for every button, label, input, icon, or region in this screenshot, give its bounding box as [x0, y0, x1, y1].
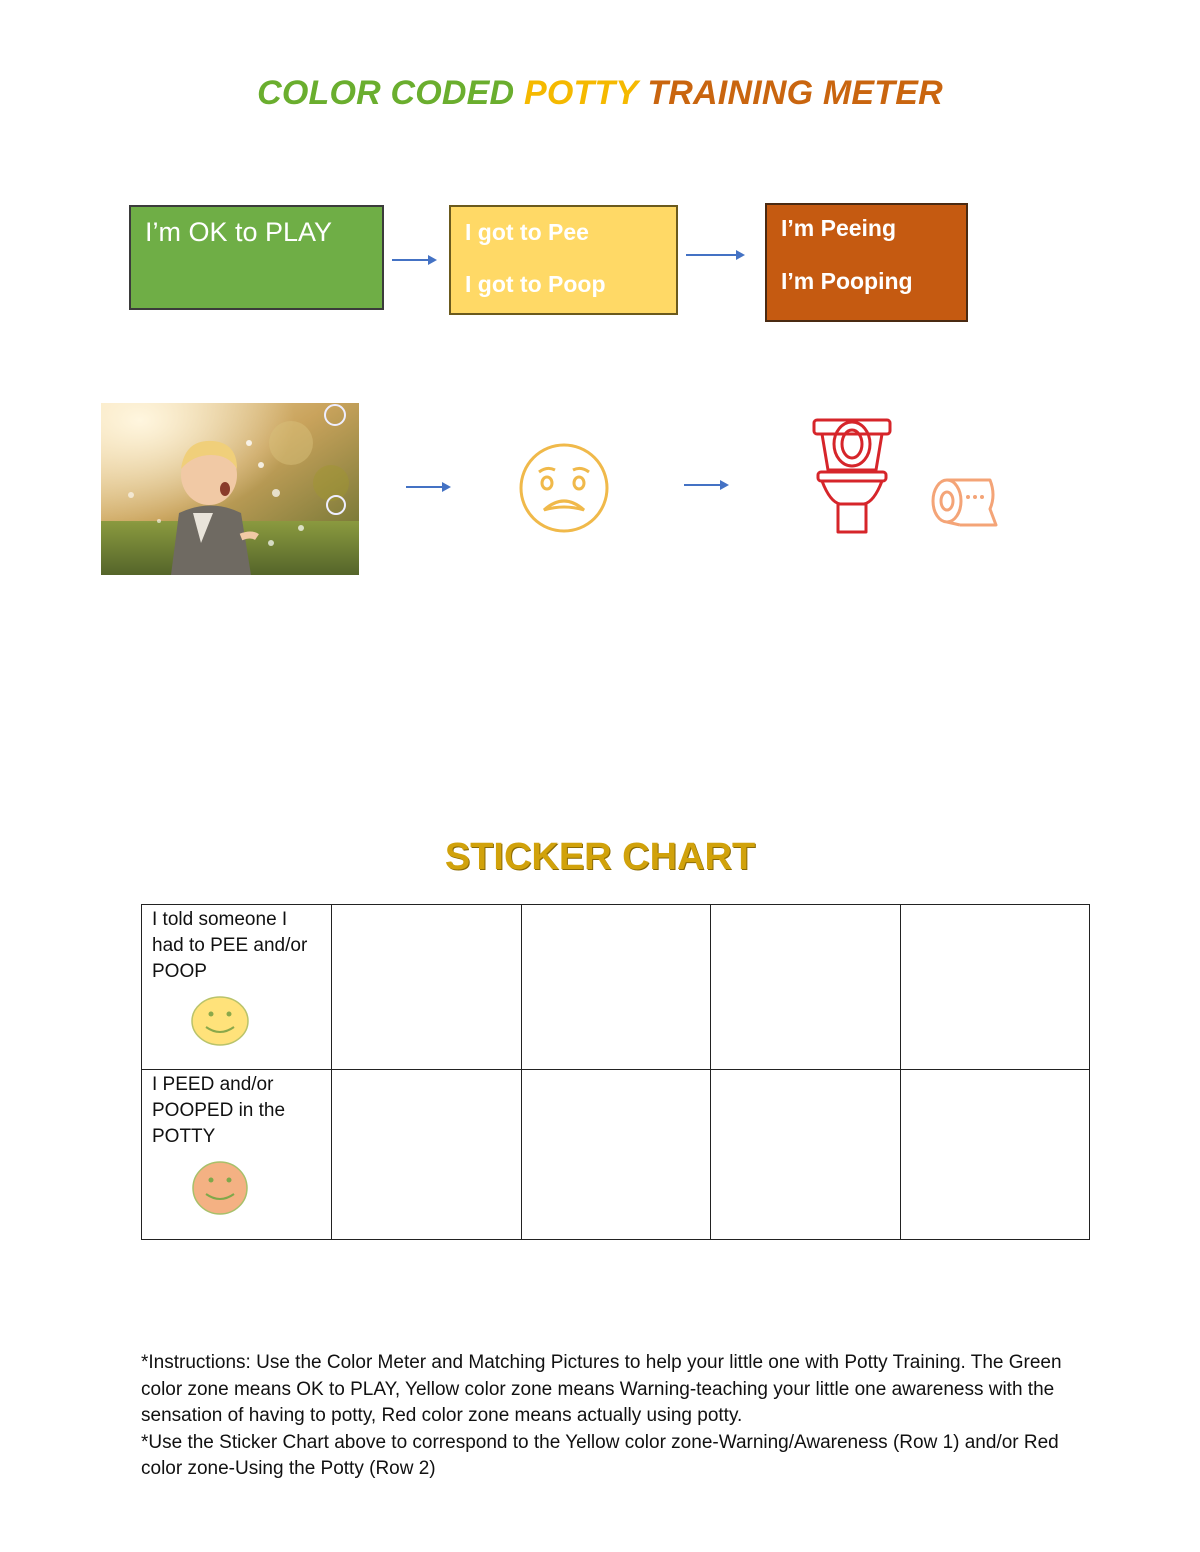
smiley-face-icon — [190, 995, 250, 1047]
yellow-zone-label-poop: I got to Poop — [465, 271, 606, 297]
red-zone-box — [765, 203, 968, 322]
sticker-chart-table — [141, 904, 1090, 1240]
sticker-cell[interactable] — [332, 1070, 522, 1240]
arrow-icon — [404, 477, 454, 497]
arrow-icon — [390, 250, 440, 270]
row-label-peed-in-potty: I PEED and/or POOPED in the POTTY — [152, 1074, 286, 1147]
toilet-paper-icon — [930, 475, 1000, 529]
red-zone-label-pooping: I’m Pooping — [781, 268, 913, 294]
table-row — [142, 905, 1090, 1070]
row-label-cell — [142, 1070, 332, 1240]
sticker-cell[interactable] — [900, 1070, 1090, 1240]
worried-face-icon — [517, 442, 611, 534]
table-row — [142, 1070, 1090, 1240]
page-title — [0, 74, 1200, 113]
smiley-face-icon — [190, 1160, 250, 1216]
green-zone-label: I’m OK to PLAY — [145, 217, 333, 247]
sticker-chart-title: STICKER CHART — [444, 836, 756, 878]
instructions-paragraph: *Instructions: Use the Color Meter and Matching Pictures to help your little one with Potty Training. The Green color zone means OK to PLAY, Yellow color zone means Warning-teaching your little one awareness with the sensation of having to potty, Red color zone means actually using potty. — [141, 1352, 1062, 1426]
sticker-cell[interactable] — [521, 1070, 711, 1240]
title-part-training-meter: TRAINING METER — [647, 74, 943, 112]
sticker-cell[interactable] — [332, 905, 522, 1070]
row-label-told-someone: I told someone I had to PEE and/or POOP — [152, 909, 308, 982]
toilet-icon — [810, 414, 894, 536]
title-part-potty: POTTY — [523, 74, 648, 112]
sticker-cell[interactable] — [711, 905, 901, 1070]
row-label-cell — [142, 905, 332, 1070]
instructions — [141, 1350, 1071, 1483]
instructions-paragraph: *Use the Sticker Chart above to correspond to the Yellow color zone-Warning/Awareness (Row 1) and/or Red color zone-Using the Potty (Row 2) — [141, 1431, 1059, 1479]
arrow-icon — [682, 475, 732, 495]
title-part-color-coded: COLOR CODED — [257, 74, 524, 112]
arrow-icon — [684, 245, 748, 265]
yellow-zone-label-pee: I got to Pee — [465, 219, 589, 245]
child-with-bubbles-photo — [101, 403, 359, 575]
sticker-cell[interactable] — [711, 1070, 901, 1240]
sticker-cell[interactable] — [521, 905, 711, 1070]
red-zone-label-peeing: I’m Peeing — [781, 215, 897, 241]
green-zone-box — [129, 205, 384, 310]
sticker-cell[interactable] — [900, 905, 1090, 1070]
yellow-zone-box — [449, 205, 678, 315]
